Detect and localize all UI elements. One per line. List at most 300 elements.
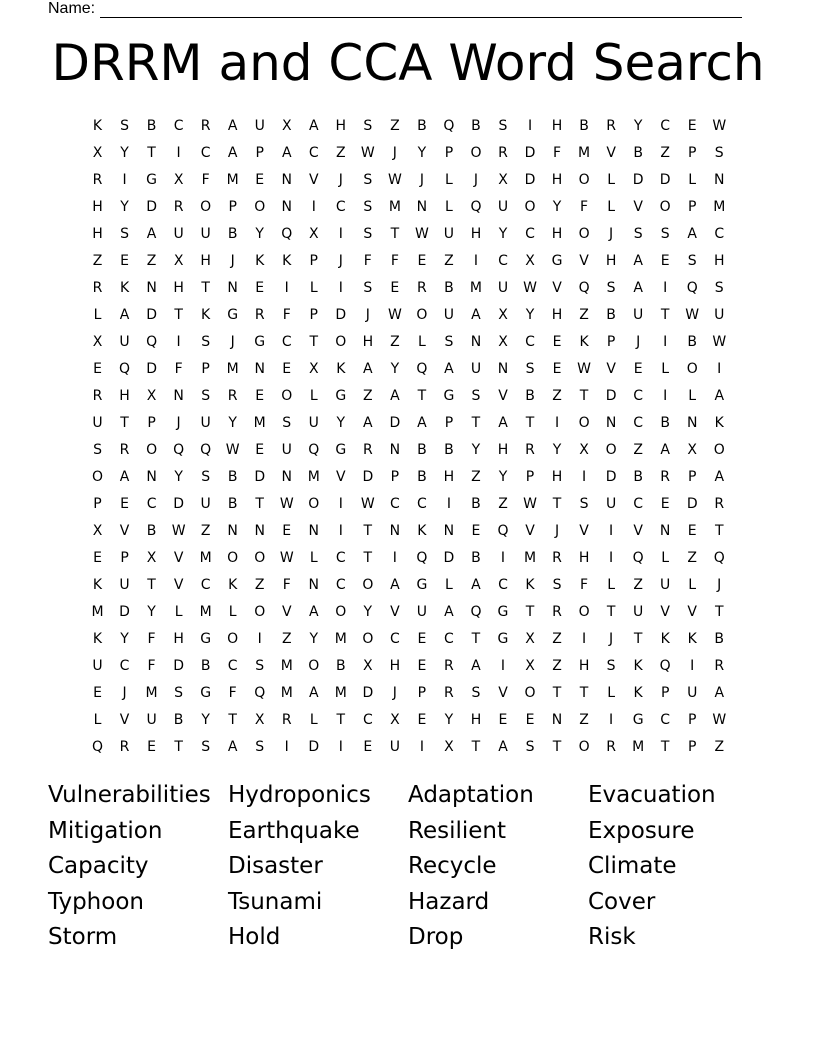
grid-cell: L (228, 604, 237, 621)
grid-cell: Q (200, 441, 212, 458)
grid-cell: J (392, 144, 397, 161)
grid-cell: M (253, 414, 266, 431)
grid-cell: O (524, 685, 536, 702)
grid-cell: N (281, 198, 292, 215)
grid-cell: H (551, 171, 563, 188)
grid-cell: R (606, 117, 616, 134)
grid-cell: P (660, 685, 670, 702)
grid-cell: U (605, 495, 617, 512)
grid-cell: Q (119, 360, 131, 377)
grid-cell: A (660, 441, 670, 458)
grid-cell: H (551, 306, 563, 323)
grid-cell: A (146, 225, 157, 242)
grid-cell: H (551, 468, 563, 485)
grid-cell: Z (714, 739, 725, 756)
grid-cell: Y (363, 604, 373, 621)
grid-cell: U (92, 414, 103, 431)
grid-cell: T (147, 144, 156, 161)
grid-cell: J (609, 225, 614, 242)
grid-cell: R (714, 495, 725, 512)
grid-cell: N (389, 522, 401, 539)
grid-cell: G (335, 441, 347, 458)
grid-cell: R (552, 550, 562, 567)
grid-cell: A (119, 468, 130, 485)
grid-cell: Y (498, 225, 508, 242)
grid-cell: V (579, 252, 589, 269)
grid-cell: V (579, 522, 589, 539)
grid-cell: T (174, 739, 183, 756)
grid-cell: H (443, 468, 455, 485)
grid-cell: I (338, 225, 343, 242)
word-list-item: Disaster (228, 853, 323, 879)
grid-cell: K (92, 631, 103, 648)
grid-cell: H (362, 333, 374, 350)
grid-cell: W (712, 333, 727, 350)
grid-cell: U (254, 117, 265, 134)
grid-cell: Z (281, 631, 292, 648)
grid-cell: T (471, 631, 481, 648)
grid-cell: O (92, 468, 104, 485)
grid-cell: N (227, 279, 238, 296)
grid-cell: N (281, 468, 292, 485)
grid-cell: T (309, 333, 319, 350)
grid-cell: S (714, 144, 724, 161)
grid-cell: O (227, 631, 239, 648)
grid-cell: B (146, 522, 157, 539)
grid-cell: D (362, 468, 374, 485)
grid-cell: F (147, 658, 156, 675)
grid-cell: V (606, 360, 616, 377)
grid-cell: W (225, 441, 240, 458)
grid-cell: G (200, 631, 212, 648)
grid-cell: X (444, 739, 454, 756)
grid-cell: B (173, 712, 184, 729)
grid-cell: Y (633, 117, 643, 134)
grid-cell: X (146, 387, 157, 404)
grid-cell: X (92, 333, 103, 350)
grid-cell: S (552, 577, 562, 594)
grid-cell: N (308, 577, 319, 594)
grid-cell: Z (471, 468, 481, 485)
grid-cell: U (119, 577, 130, 594)
grid-cell: P (687, 144, 697, 161)
grid-cell: D (605, 387, 617, 404)
grid-cell: O (146, 441, 158, 458)
grid-cell: L (607, 685, 616, 702)
grid-cell: P (309, 306, 318, 323)
grid-cell: O (686, 360, 698, 377)
grid-cell: F (580, 198, 589, 215)
grid-cell: V (687, 604, 697, 621)
grid-cell: C (660, 712, 671, 729)
grid-cell: O (578, 739, 590, 756)
grid-cell: O (524, 198, 536, 215)
grid-cell: M (199, 604, 212, 621)
letter-grid (84, 112, 733, 761)
grid-cell: C (633, 387, 644, 404)
grid-cell: P (255, 144, 264, 161)
grid-cell: L (688, 171, 697, 188)
grid-cell: N (416, 198, 428, 215)
grid-cell: E (282, 360, 292, 377)
grid-cell: M (388, 198, 401, 215)
grid-cell: V (281, 604, 292, 621)
grid-cell: C (335, 198, 346, 215)
grid-cell: H (200, 252, 211, 269)
grid-cell: D (308, 739, 320, 756)
grid-cell: W (360, 495, 375, 512)
grid-cell: A (714, 685, 725, 702)
grid-cell: U (200, 225, 211, 242)
grid-cell: S (525, 739, 535, 756)
grid-cell: R (714, 658, 725, 675)
grid-cell: N (227, 522, 238, 539)
grid-cell: N (281, 171, 292, 188)
grid-cell: D (362, 685, 374, 702)
grid-cell: E (282, 522, 292, 539)
grid-cell: C (498, 577, 508, 594)
grid-cell: J (338, 171, 343, 188)
grid-cell: I (284, 739, 289, 756)
grid-cell: V (606, 144, 616, 161)
grid-cell: I (690, 658, 695, 675)
grid-cell: P (309, 252, 318, 269)
grid-cell: W (387, 171, 402, 188)
grid-cell: H (551, 225, 563, 242)
grid-cell: T (552, 495, 562, 512)
grid-cell: P (147, 414, 156, 431)
grid-cell: F (228, 685, 237, 702)
grid-cell: X (308, 225, 319, 242)
grid-cell: R (417, 279, 427, 296)
grid-cell: Z (579, 306, 589, 323)
grid-cell: C (308, 144, 319, 161)
grid-cell: D (335, 306, 347, 323)
grid-cell: Y (120, 198, 129, 215)
grid-cell: P (417, 685, 427, 702)
grid-cell: A (308, 117, 319, 134)
grid-cell: J (554, 522, 560, 539)
grid-cell: W (523, 279, 537, 296)
grid-cell: O (335, 604, 347, 621)
grid-cell: U (173, 225, 184, 242)
grid-cell: T (579, 685, 589, 702)
grid-cell: H (551, 117, 563, 134)
grid-cell: I (663, 387, 668, 404)
grid-cell: A (471, 306, 481, 323)
grid-cell: Y (552, 198, 562, 215)
grid-cell: I (419, 739, 424, 756)
grid-cell: E (255, 279, 265, 296)
grid-cell: I (717, 360, 722, 377)
grid-cell: T (714, 604, 724, 621)
grid-cell: P (444, 414, 454, 431)
grid-cell: L (607, 577, 616, 594)
grid-cell: B (227, 468, 238, 485)
grid-cell: I (284, 279, 289, 296)
grid-cell: S (201, 739, 211, 756)
grid-cell: S (363, 279, 373, 296)
grid-cell: R (606, 739, 616, 756)
word-list-item: Hazard (408, 888, 490, 915)
grid-cell: X (92, 144, 103, 161)
grid-cell: V (498, 387, 508, 404)
grid-cell: P (228, 198, 237, 215)
grid-cell: V (633, 522, 643, 539)
grid-cell: S (120, 225, 129, 242)
grid-cell: R (498, 144, 508, 161)
grid-cell: I (176, 333, 181, 350)
name-underline (100, 3, 742, 18)
word-list-item: Storm (48, 924, 118, 950)
grid-cell: O (362, 577, 374, 594)
grid-cell: Y (417, 144, 427, 161)
grid-cell: O (254, 198, 266, 215)
grid-cell: U (633, 604, 644, 621)
grid-cell: T (390, 225, 400, 242)
grid-cell: G (146, 171, 157, 188)
grid-cell: N (551, 712, 563, 729)
grid-cell: X (498, 171, 508, 188)
grid-cell: X (687, 441, 697, 458)
word-list (48, 778, 788, 956)
grid-cell: T (417, 387, 427, 404)
grid-cell: I (554, 414, 560, 431)
grid-cell: B (606, 306, 616, 323)
grid-cell: I (446, 495, 451, 512)
grid-cell: R (362, 441, 373, 458)
grid-cell: R (200, 117, 211, 134)
grid-cell: G (335, 387, 347, 404)
grid-cell: V (390, 604, 400, 621)
grid-cell: U (714, 306, 725, 323)
grid-cell: E (255, 441, 265, 458)
grid-cell: V (633, 198, 643, 215)
grid-cell: C (200, 577, 211, 594)
grid-cell: M (578, 144, 591, 161)
word-list-item: Mitigation (48, 817, 163, 844)
grid-cell: S (687, 252, 697, 269)
word-list-item: Hold (228, 924, 281, 950)
grid-cell: J (636, 333, 641, 350)
grid-cell: H (335, 117, 347, 134)
grid-cell: P (687, 198, 697, 215)
grid-cell: N (389, 441, 401, 458)
grid-cell: R (254, 306, 265, 323)
grid-cell: Y (498, 468, 508, 485)
grid-cell: N (659, 522, 671, 539)
grid-cell: Z (363, 387, 373, 404)
grid-cell: Q (470, 198, 482, 215)
word-list-item: Drop (408, 924, 464, 950)
grid-cell: A (498, 739, 508, 756)
grid-cell: L (309, 279, 318, 296)
grid-cell: J (122, 685, 127, 702)
grid-cell: O (254, 604, 266, 621)
grid-cell: M (307, 468, 320, 485)
grid-cell: A (119, 306, 130, 323)
grid-cell: M (632, 739, 645, 756)
grid-cell: R (119, 739, 130, 756)
grid-cell: G (632, 712, 644, 729)
grid-cell: V (173, 577, 184, 594)
grid-cell: D (524, 144, 536, 161)
grid-cell: L (445, 198, 453, 215)
grid-cell: S (363, 225, 373, 242)
grid-cell: X (525, 658, 535, 675)
grid-cell: Q (416, 360, 428, 377)
grid-cell: U (470, 360, 482, 377)
grid-cell: H (92, 225, 103, 242)
word-list-item: Vulnerabilities (48, 782, 211, 808)
grid-cell: V (552, 279, 562, 296)
grid-cell: D (146, 306, 157, 323)
grid-cell: A (444, 604, 454, 621)
grid-cell: L (309, 550, 318, 567)
grid-cell: O (200, 198, 212, 215)
grid-cell: H (119, 387, 130, 404)
grid-cell: Y (120, 631, 129, 648)
grid-cell: U (119, 333, 130, 350)
grid-cell: T (363, 522, 373, 539)
grid-cell: Y (147, 604, 156, 621)
grid-cell: E (147, 739, 156, 756)
grid-cell: B (200, 658, 211, 675)
grid-cell: E (120, 252, 129, 269)
grid-cell: L (417, 333, 426, 350)
grid-cell: D (686, 495, 698, 512)
name-label: Name: (48, 0, 96, 17)
grid-cell: B (417, 117, 427, 134)
grid-cell: I (122, 171, 127, 188)
grid-cell: V (119, 712, 130, 729)
grid-cell: C (633, 414, 644, 431)
grid-cell: S (255, 658, 265, 675)
grid-cell: D (146, 198, 157, 215)
grid-cell: H (578, 658, 590, 675)
grid-cell: A (714, 468, 725, 485)
grid-cell: X (390, 712, 400, 729)
grid-cell: R (552, 604, 562, 621)
grid-cell: E (255, 387, 265, 404)
grid-cell: S (498, 117, 508, 134)
grid-cell: Q (470, 604, 482, 621)
grid-cell: J (419, 171, 424, 188)
grid-cell: Z (552, 658, 562, 675)
grid-cell: D (389, 414, 401, 431)
grid-cell: C (444, 631, 454, 648)
grid-cell: W (387, 306, 402, 323)
grid-cell: U (443, 306, 455, 323)
grid-cell: M (145, 685, 158, 702)
grid-cell: X (525, 252, 535, 269)
grid-cell: L (174, 604, 183, 621)
grid-cell: Q (686, 279, 698, 296)
grid-cell: I (473, 252, 479, 269)
grid-cell: E (363, 739, 373, 756)
grid-cell: F (201, 171, 210, 188)
grid-cell: E (417, 658, 427, 675)
grid-cell: B (444, 441, 454, 458)
grid-cell: K (579, 333, 589, 350)
grid-cell: R (227, 387, 238, 404)
grid-cell: L (688, 577, 697, 594)
grid-cell: T (174, 306, 183, 323)
grid-cell: O (335, 333, 347, 350)
word-list-item: Risk (588, 924, 636, 950)
grid-cell: L (445, 171, 453, 188)
word-list-item: Cover (588, 888, 656, 915)
grid-cell: Y (390, 360, 400, 377)
grid-cell: B (471, 550, 481, 567)
grid-cell: Y (444, 712, 454, 729)
grid-cell: H (713, 252, 725, 269)
grid-cell: V (336, 468, 346, 485)
grid-cell: J (473, 171, 479, 188)
grid-cell: C (714, 225, 725, 242)
grid-cell: C (119, 658, 130, 675)
grid-cell: N (686, 414, 698, 431)
grid-cell: N (470, 333, 482, 350)
grid-cell: J (230, 252, 235, 269)
grid-cell: G (200, 685, 212, 702)
grid-cell: S (606, 658, 616, 675)
grid-cell: U (389, 739, 400, 756)
grid-cell: Y (120, 144, 129, 161)
grid-cell: E (93, 685, 102, 702)
grid-cell: A (227, 739, 238, 756)
grid-cell: A (417, 414, 427, 431)
grid-cell: H (470, 225, 482, 242)
grid-cell: W (279, 550, 294, 567)
grid-cell: E (525, 712, 535, 729)
grid-cell: R (444, 658, 454, 675)
grid-cell: O (605, 441, 617, 458)
grid-cell: R (119, 441, 130, 458)
grid-cell: L (607, 198, 616, 215)
grid-cell: C (335, 550, 346, 567)
grid-cell: X (281, 117, 292, 134)
grid-cell: X (498, 333, 508, 350)
grid-cell: J (230, 333, 235, 350)
grid-cell: B (227, 225, 238, 242)
grid-cell: C (389, 495, 400, 512)
grid-cell: C (281, 333, 292, 350)
grid-cell: C (417, 495, 427, 512)
grid-cell: K (119, 279, 130, 296)
grid-cell: Y (309, 631, 319, 648)
grid-cell: X (525, 631, 535, 648)
grid-cell: I (527, 117, 533, 134)
grid-cell: P (93, 495, 102, 512)
grid-cell: X (363, 658, 373, 675)
grid-cell: Y (552, 441, 562, 458)
grid-cell: N (308, 522, 319, 539)
grid-cell: K (282, 252, 292, 269)
grid-cell: B (660, 414, 670, 431)
grid-cell: J (365, 306, 370, 323)
grid-cell: N (713, 171, 725, 188)
grid-cell: K (633, 658, 643, 675)
grid-cell: S (282, 414, 292, 431)
grid-cell: O (578, 604, 590, 621)
word-list-item: Typhoon (48, 888, 144, 915)
grid-cell: O (578, 171, 590, 188)
grid-cell: A (363, 360, 373, 377)
grid-cell: B (227, 495, 238, 512)
word-list-item: Evacuation (588, 782, 716, 808)
grid-cell: S (363, 198, 373, 215)
